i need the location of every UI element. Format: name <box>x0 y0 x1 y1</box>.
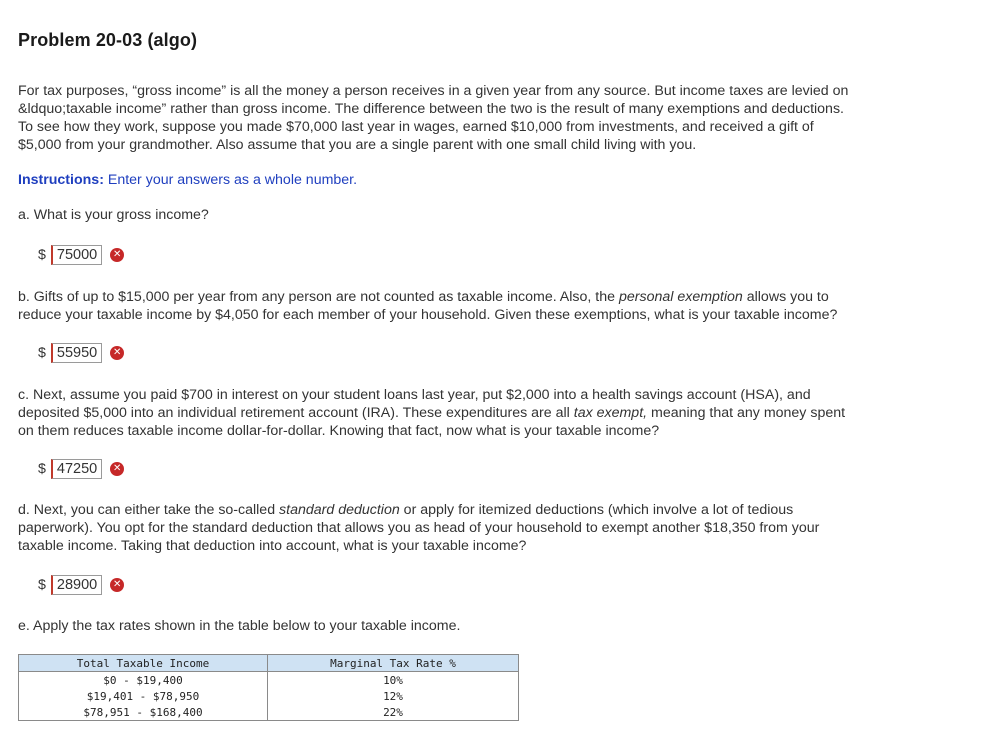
question-e: e. Apply the tax rates shown in the table below to your taxable income. <box>18 618 461 634</box>
currency-symbol: $ <box>38 461 46 477</box>
currency-symbol: $ <box>38 577 46 593</box>
question-b-line: b. Gifts of up to $15,000 per year from any person are not counted as taxable income. Also, the personal exemption allows you to <box>18 289 829 305</box>
table-row <box>19 704 519 721</box>
table-cell-rate: 12% <box>268 688 519 704</box>
question-d-line: paperwork). You opt for the standard deduction that allows you as head of your household to exempt another $18,350 from your <box>18 520 820 536</box>
intro-line: To see how they work, suppose you made $70,000 last year in wages, earned $10,000 from investments, and received a gift of <box>18 119 814 135</box>
answer-d-input[interactable]: 28900 <box>51 575 102 595</box>
question-b <box>18 288 948 324</box>
answer-d-row <box>38 574 124 596</box>
answer-c-row <box>38 458 124 480</box>
incorrect-icon: ✕ <box>110 462 124 476</box>
incorrect-icon: ✕ <box>110 248 124 262</box>
question-b-line: reduce your taxable income by $4,050 for each member of your household. Given these exemptions, what is your taxable income? <box>18 307 838 323</box>
question-c-line: deposited $5,000 into an individual retirement account (IRA). These expenditures are all tax exempt, meaning that any money spent <box>18 405 846 421</box>
incorrect-icon: ✕ <box>110 346 124 360</box>
table-cell-rate: 22% <box>268 704 519 721</box>
question-d <box>18 501 948 555</box>
page-title: Problem 20-03 (algo) <box>18 30 198 50</box>
question-d-line: d. Next, you can either take the so-called standard deduction or apply for itemized deductions (which involve a lot of tedious <box>18 502 794 518</box>
table-row <box>19 688 519 704</box>
answer-b-input[interactable]: 55950 <box>51 343 102 363</box>
tax-rate-table <box>18 654 519 721</box>
question-c-line: c. Next, assume you paid $700 in interest on your student loans last year, put $2,000 into a health savings account (HSA), and <box>18 387 811 403</box>
question-d-line: taxable income. Taking that deduction into account, what is your taxable income? <box>18 538 527 554</box>
instructions <box>18 172 357 188</box>
table-cell-rate: 10% <box>268 672 519 689</box>
table-header-rate: Marginal Tax Rate % <box>268 655 519 672</box>
intro-line: &ldquo;taxable income” rather than gross income. The difference between the two is the result of many exemptions and deductions. <box>18 101 844 117</box>
intro-line: For tax purposes, “gross income” is all the money a person receives in a given year from any source. But income taxes are levied on <box>18 83 849 99</box>
intro-paragraph <box>18 82 948 154</box>
question-c <box>18 386 948 440</box>
question-c-line: on them reduces taxable income dollar-for-dollar. Knowing that fact, now what is your taxable income? <box>18 423 660 439</box>
intro-line: $5,000 from your grandmother. Also assume that you are a single parent with one small child living with you. <box>18 137 697 153</box>
instructions-label: Instructions: <box>18 172 104 188</box>
table-cell-income: $19,401 - $78,950 <box>19 688 268 704</box>
table-row <box>19 672 519 689</box>
table-header-income: Total Taxable Income <box>19 655 268 672</box>
currency-symbol: $ <box>38 345 46 361</box>
answer-c-input[interactable]: 47250 <box>51 459 102 479</box>
table-cell-income: $78,951 - $168,400 <box>19 704 268 721</box>
answer-a-input[interactable]: 75000 <box>51 245 102 265</box>
question-a: a. What is your gross income? <box>18 207 209 223</box>
incorrect-icon: ✕ <box>110 578 124 592</box>
table-cell-income: $0 - $19,400 <box>19 672 268 689</box>
instructions-text: Enter your answers as a whole number. <box>107 172 358 188</box>
answer-a-row <box>38 244 124 266</box>
currency-symbol: $ <box>38 247 46 263</box>
answer-b-row <box>38 342 124 364</box>
